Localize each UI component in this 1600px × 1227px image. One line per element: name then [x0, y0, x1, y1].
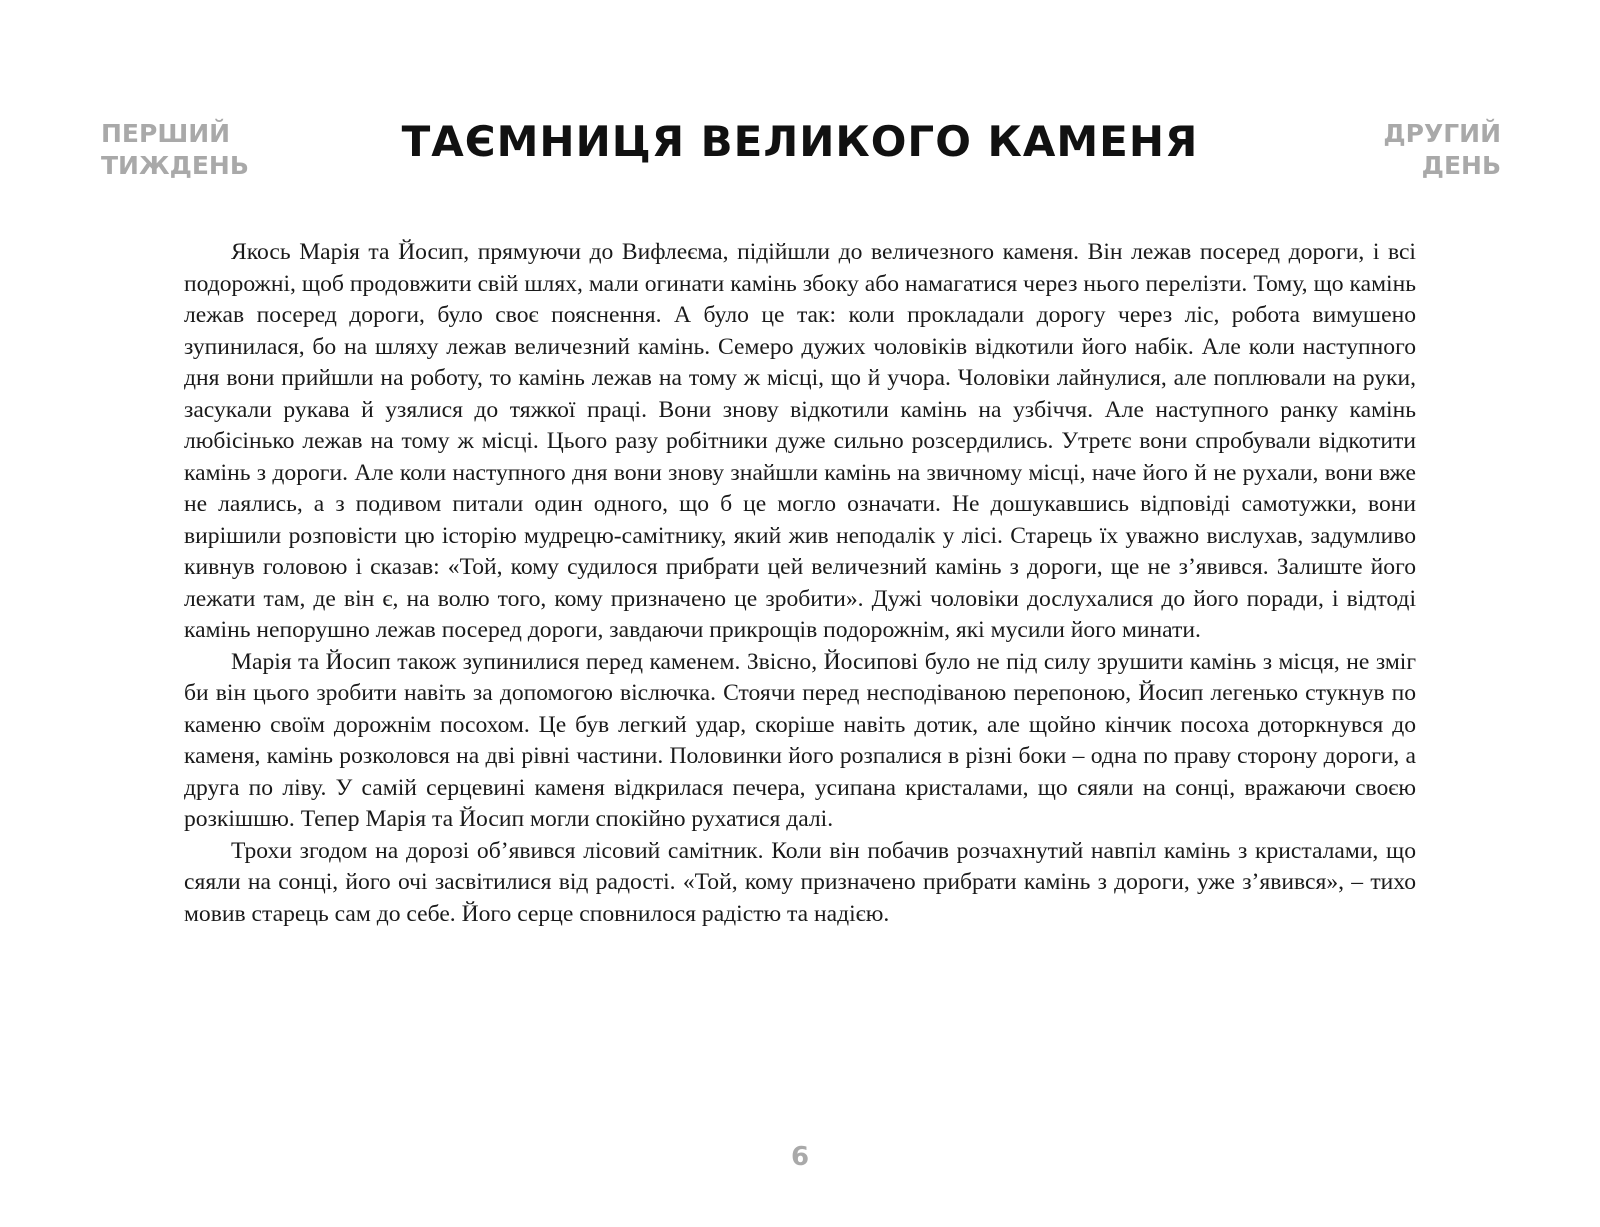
story-text [184, 237, 1416, 930]
day-label [1383, 118, 1501, 182]
paragraph-1: Якось Марія та Йосип, прямуючи до Вифлеєма, підійшли до величезного каменя. Він лежав посеред дороги, і всі подорожні, щоб продовжити свій шлях, мали огинати камінь збоку або намагатися через нього перелізти. Тому, що камінь лежав посеред дороги, було своє пояснення. А було це так: коли прокладали дорогу через ліс, робота вимушено зупинилася, бо на шляху лежав величезний камінь. Семеро дужих чоловіків відкотили його набік. Але коли наступного дня вони прийшли на роботу, то камінь лежав на тому ж місці, що й учора. Чоловіки лайнулися, але поплювали на руки, засукали рукава й узялися до тяжкої праці. Вони знову відкотили камінь на узбіччя. Але наступного ранку камінь любісінько лежав на тому ж місці. Цього разу робітники дуже сильно розсердились. Утретє вони спробували відкотити камінь з дороги. Але коли наступного дня вони знову знайшли камінь на звичному місці, наче його й не рухали, вони вже не лаялись, а з подивом питали один одного, що б це могло означати. Не дошукавшись відповіді самотужки, вони вирішили розповісти цю історію мудрецю-самітнику, який жив неподалік у лісі. Старець їх уважно вислухав, задумливо кивнув головою і сказав: «Той, кому судилося прибрати цей величезний камінь з дороги, ще не з’явився. Залиште його лежати там, де він є, на волю того, кому призначено це зробити». Дужі чоловіки дослухалися до його поради, і відтоді камінь непорушно лежав посеред дороги, завдаючи прикрощів подорожнім, які мусили його минати. [184, 239, 1416, 643]
week-label [101, 118, 249, 182]
day-label-line1: ДРУГИЙ [1383, 119, 1501, 148]
day-label-line2: ДЕНЬ [1421, 151, 1501, 180]
paragraph-2: Марія та Йосип також зупинилися перед каменем. Звісно, Йосипові було не під силу зрушити камінь з місця, не зміг би він цього зробити навіть за допомогою віслючка. Стоячи перед несподіваною перепоною, Йосип легенько стукнув по каменю своїм дорожнім посохом. Це був легкий удар, скоріше навіть дотик, але щойно кінчик посоха доторкнувся до каменя, камінь розколовся на дві рівні частини. Половинки його розпалися в різні боки – одна по праву сторону дороги, а друга по ліву. У самій серцевині каменя відкрилася печера, усипана кристалами, що сяяли на сонці, вражаючи своєю розкішшю. Тепер Марія та Йосип могли спокійно рухатися далі. [184, 648, 1416, 832]
paragraph-3: Трохи згодом на дорозі об’явився лісовий самітник. Коли він побачив розчахнутий навпіл камінь з кристалами, що сяяли на сонці, його очі засвітилися від радості. «Той, кому призначено прибрати камінь з дороги, уже з’явився», – тихо мовив старець сам до себе. Його серце сповнилося радістю та надією. [184, 837, 1416, 927]
week-label-line1: ПЕРШИЙ [101, 119, 231, 148]
page-number: 6 [790, 1142, 810, 1172]
page-title: ТАЄМНИЦЯ ВЕЛИКОГО КАМЕНЯ [401, 117, 1199, 166]
week-label-line2: ТИЖДЕНЬ [101, 151, 249, 180]
